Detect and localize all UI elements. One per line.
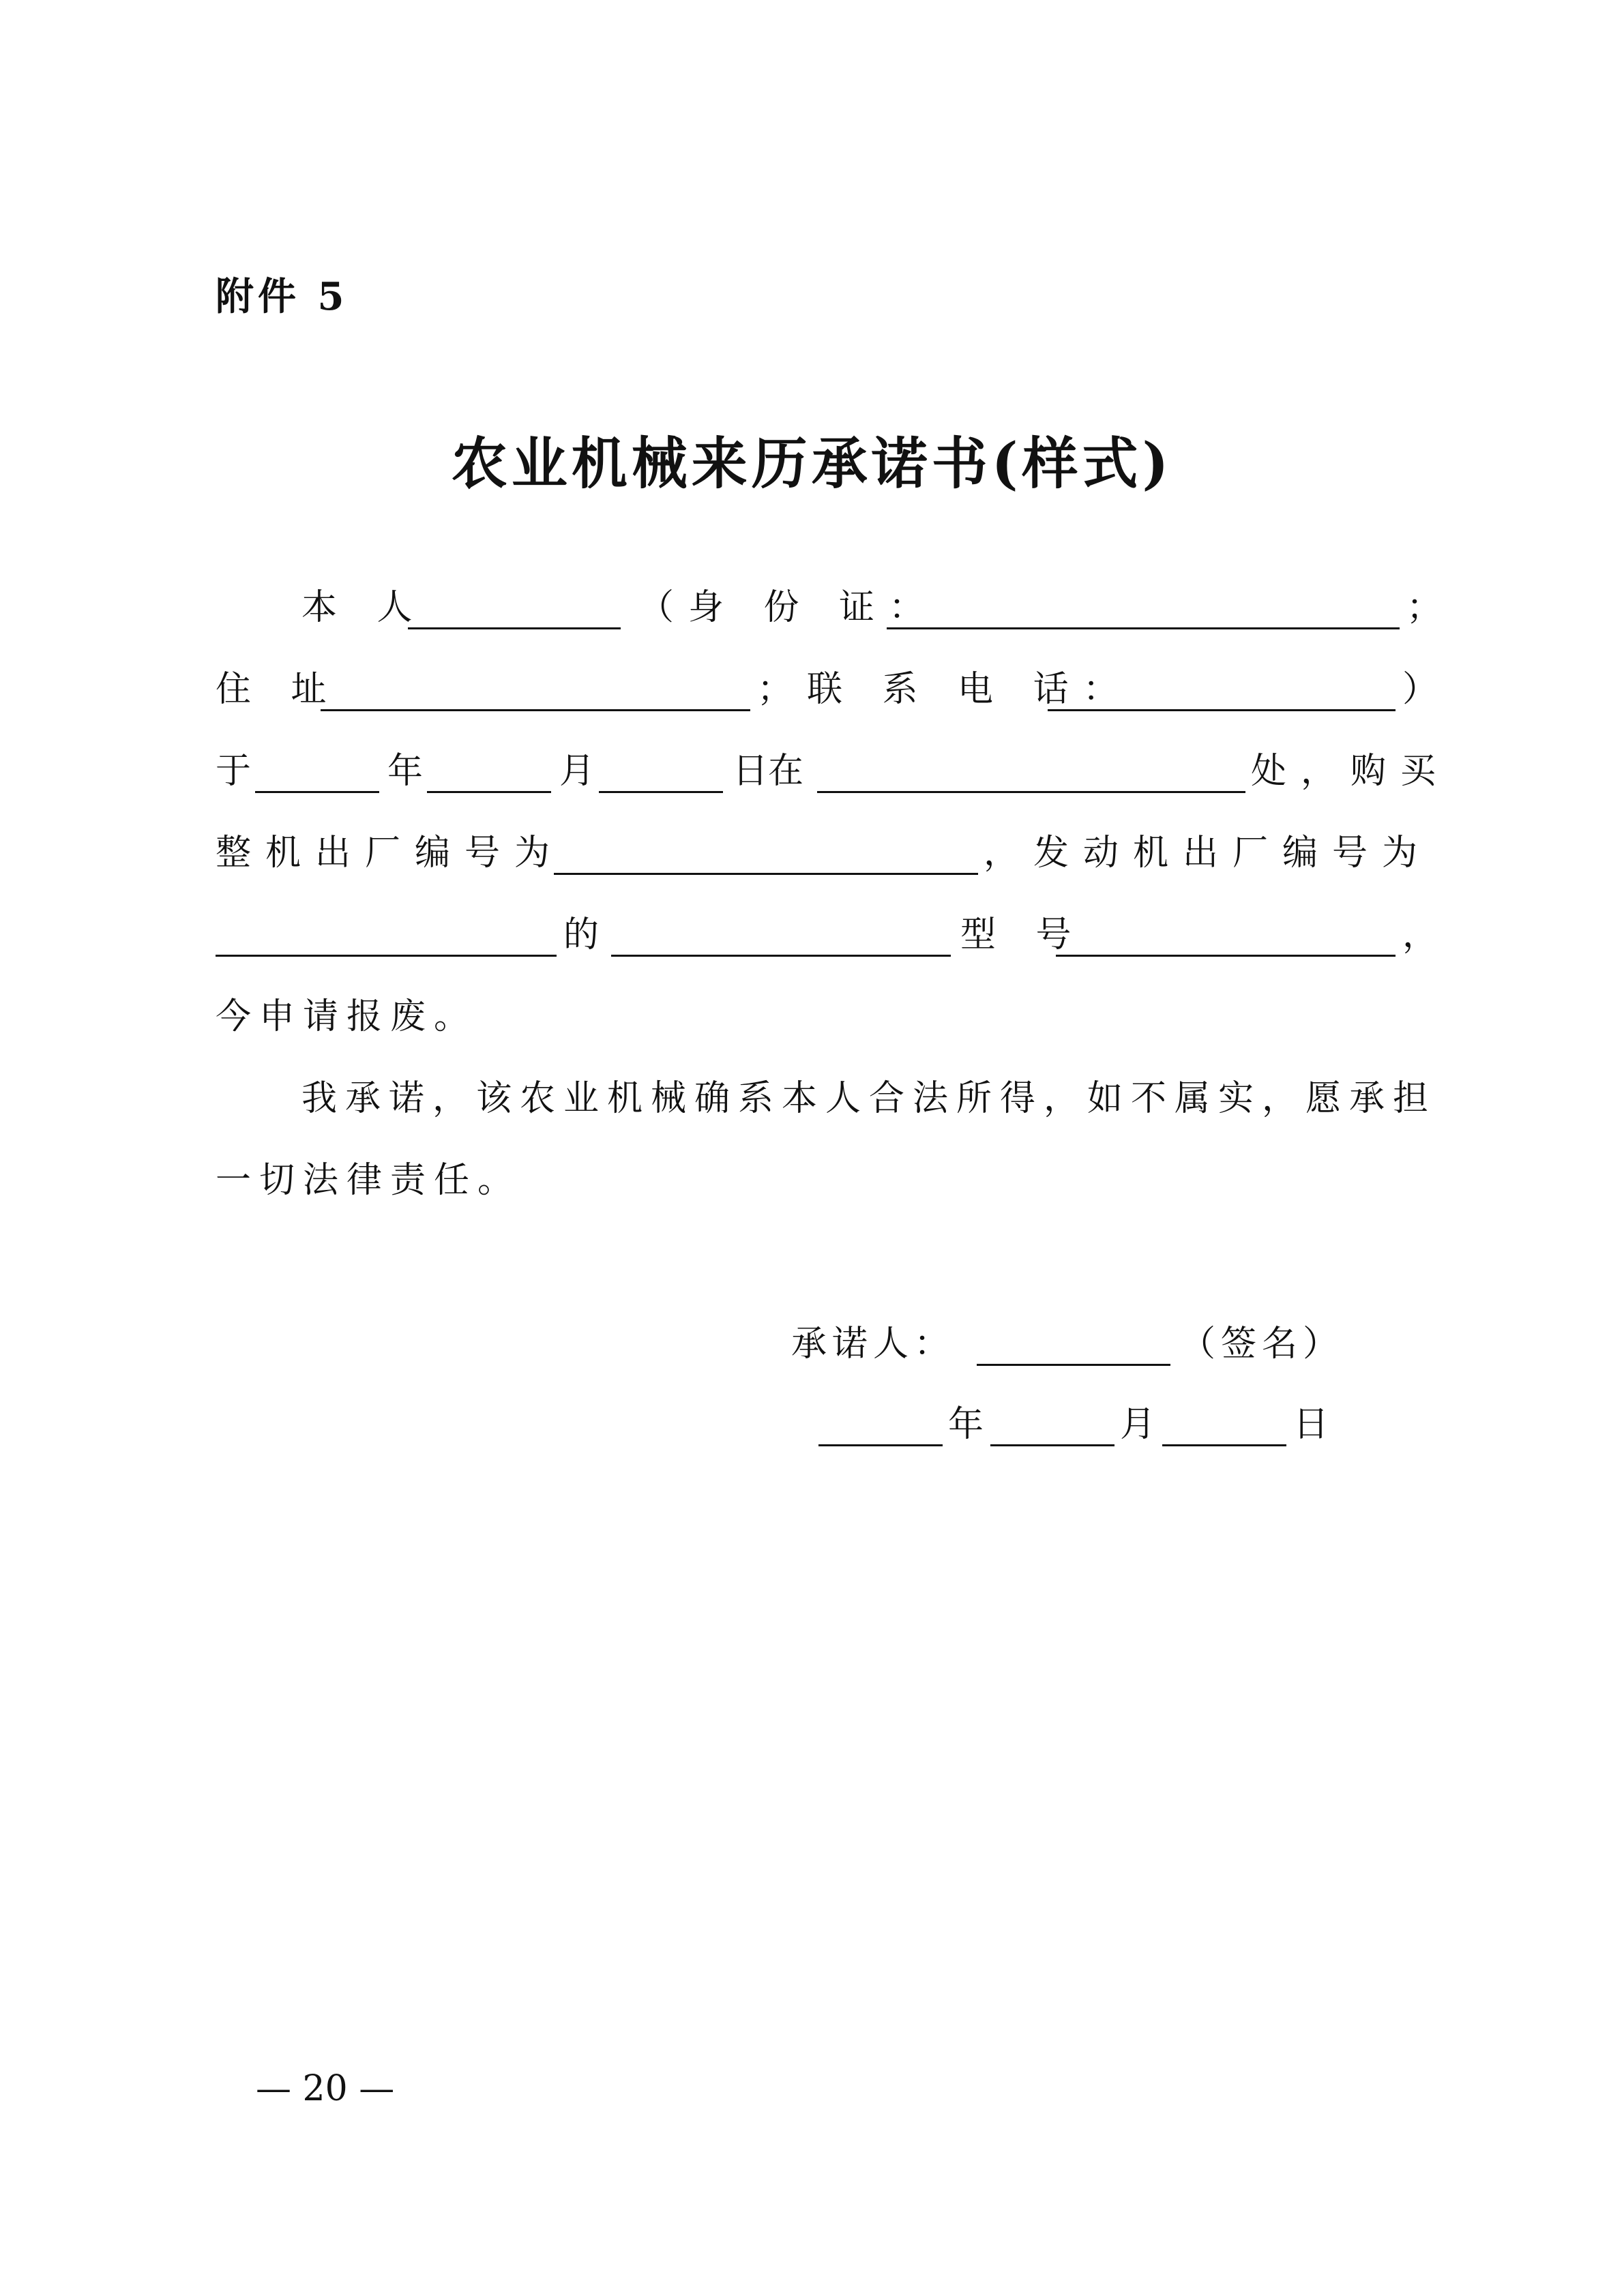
comma-1: ， xyxy=(1402,914,1438,955)
purchase-place-blank[interactable] xyxy=(817,791,1245,793)
machine-serial-blank[interactable] xyxy=(554,873,978,875)
purchase-month-blank[interactable] xyxy=(427,791,551,793)
sign-year-blank[interactable] xyxy=(818,1444,943,1446)
apply-scrap-text: 今申请报废。 xyxy=(216,996,478,1037)
address-blank[interactable] xyxy=(321,709,750,711)
close-paren: ） xyxy=(1402,669,1438,710)
document-title: 农业机械来历承诺书(样式) xyxy=(451,431,1173,496)
purchase-day-label: 日在 xyxy=(733,751,804,792)
purchase-month-label: 月 xyxy=(559,751,595,792)
purchase-year-blank[interactable] xyxy=(255,791,379,793)
name-blank[interactable] xyxy=(408,627,621,629)
pledger-label: 承诺人： xyxy=(791,1324,956,1365)
signature-blank[interactable] xyxy=(977,1364,1170,1366)
pledge-line-2: 一切法律责任。 xyxy=(216,1160,522,1201)
purchase-day-blank[interactable] xyxy=(599,791,723,793)
sign-day-blank[interactable] xyxy=(1162,1444,1286,1446)
sign-month-label: 月 xyxy=(1120,1404,1156,1445)
self-label: 本 人 xyxy=(301,587,427,628)
phone-label: ；联 系 电 话： xyxy=(757,669,1133,710)
sign-day-label: 日 xyxy=(1293,1404,1329,1445)
purchase-label: 处，购买 xyxy=(1251,751,1451,792)
sign-year-label: 年 xyxy=(948,1404,984,1445)
pledge-line-1: 我承诺，该农业机械确系本人合法所得，如不属实，愿承担 xyxy=(301,1078,1437,1119)
machine-serial-label: 整机出厂编号为 xyxy=(216,833,565,874)
of-label: 的 xyxy=(563,914,600,955)
id-card-blank[interactable] xyxy=(887,627,1400,629)
brand-blank[interactable] xyxy=(611,955,951,957)
engine-serial-label: ，发动机出厂编号为 xyxy=(984,833,1432,874)
id-card-label: （身 份 证： xyxy=(638,587,939,628)
attachment-label: 附件 5 xyxy=(216,274,349,319)
page-number: — 20 — xyxy=(256,2068,395,2109)
model-blank[interactable] xyxy=(1056,955,1396,957)
engine-serial-blank[interactable] xyxy=(216,955,557,957)
address-label: 住 址 xyxy=(216,669,341,710)
signature-note: （签名） xyxy=(1180,1324,1344,1365)
model-label: 型 号 xyxy=(960,914,1086,955)
semicolon-1: ； xyxy=(1406,587,1443,628)
purchase-year-label: 年 xyxy=(387,751,424,792)
on-label: 于 xyxy=(216,751,252,792)
sign-month-blank[interactable] xyxy=(990,1444,1114,1446)
phone-blank[interactable] xyxy=(1048,709,1396,711)
